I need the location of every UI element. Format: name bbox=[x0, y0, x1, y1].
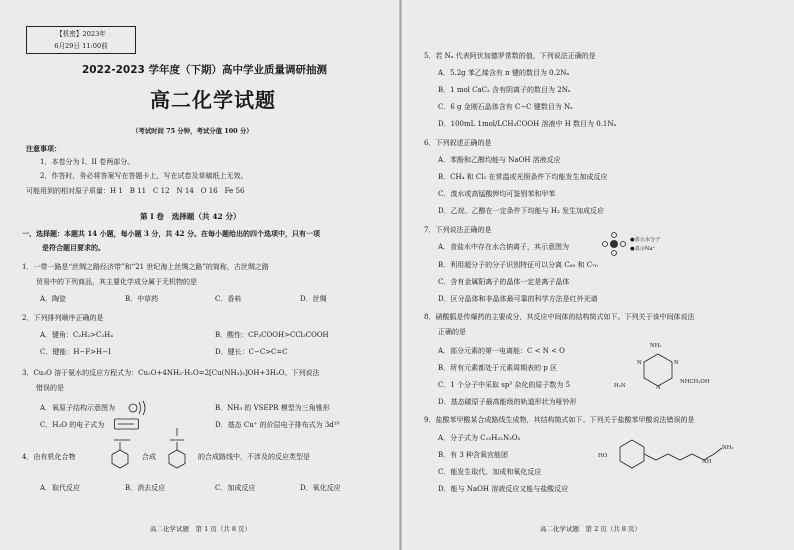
q7-option-c[interactable]: C．含有金属阳离子的晶体一定是离子晶体 bbox=[438, 278, 570, 286]
struct-label: H₂N bbox=[614, 383, 626, 389]
q6-option-a[interactable]: A．苯酚和乙醇均能与 NaOH 溶液反应 bbox=[438, 156, 561, 164]
question-1: 1．一带一路是“丝绸之路经济带”和“21 世纪海上丝绸之路”的简称，古丝绸之路 bbox=[22, 263, 269, 271]
exam-title: 2022-2023 学年度（下期）高中学业质量调研抽测 bbox=[82, 64, 327, 76]
notes-heading: 注意事项： bbox=[26, 144, 61, 153]
triazine-structure-icon bbox=[638, 352, 678, 386]
q5-option-c[interactable]: C．6 g 金刚石晶体含有 C−C 键数目为 Nₐ bbox=[438, 103, 573, 111]
struct-label: NHCH₂OH bbox=[680, 379, 710, 385]
water-electron-formula-icon bbox=[114, 418, 140, 430]
section-title: 第 I 卷 选择题（共 42 分） bbox=[140, 212, 241, 221]
q8-option-b[interactable]: B．所有元素都处于元素周期表的 p 区 bbox=[438, 364, 558, 372]
struct-label: NH bbox=[702, 459, 712, 465]
question-3-line-2: 错误的是 bbox=[36, 384, 64, 392]
question-4-mid: 合成 bbox=[142, 453, 156, 461]
q4-option-b[interactable]: B．消去反应 bbox=[125, 484, 166, 492]
struct-label: NH₂ bbox=[650, 343, 662, 349]
note-item: 1．本卷分为 I、II 卷两部分。 bbox=[40, 158, 135, 166]
q2-option-b[interactable]: B．酸性：CF₃COOH>CCl₃COOH bbox=[215, 331, 329, 339]
secret-line-1: 【机密】2023年 bbox=[56, 30, 106, 38]
section-instructions-2: 是符合题目要求的。 bbox=[42, 243, 105, 252]
page-footer-left: 高二化学试题 第 1 页（共 8 页） bbox=[150, 525, 252, 533]
question-4-end: 的合成路线中，不涉及的反应类型是 bbox=[198, 453, 310, 461]
question-6: 6．下列叙述正确的是 bbox=[424, 139, 492, 147]
time-score: （考试时间 75 分钟，考试分值 100 分） bbox=[132, 127, 253, 135]
q9-option-b[interactable]: B．有 3 种含氧官能团 bbox=[438, 451, 509, 459]
oxygen-atom-diagram-icon bbox=[128, 400, 148, 416]
section-instructions: 一、选择题：本题共 14 小题，每小题 3 分，共 42 分。在每小题给出的四个选项中，只有一项 bbox=[22, 229, 320, 238]
struct-label: HO bbox=[598, 453, 608, 459]
q9-option-d[interactable]: D．能与 NaOH 溶液反应又能与盐酸反应 bbox=[438, 485, 569, 493]
q4-option-d[interactable]: D．氧化反应 bbox=[300, 484, 341, 492]
q3-option-a[interactable]: A．氧原子结构示意图为 bbox=[40, 404, 116, 412]
q2-option-a[interactable]: A．键角：C₂H₂>C₂H₄ bbox=[40, 331, 114, 339]
q8-option-c[interactable]: C．1 个分子中采取 sp³ 杂化的原子数为 5 bbox=[438, 381, 571, 389]
struct-label: N bbox=[674, 360, 679, 366]
struct-label: N bbox=[656, 385, 661, 391]
question-7: 7．下列说法正确的是 bbox=[424, 226, 492, 234]
q1-option-b[interactable]: B．中草药 bbox=[125, 295, 159, 303]
benzene-structure-icon bbox=[104, 438, 136, 472]
q5-option-d[interactable]: D．100mL 1mol/LCH₃COOH 溶液中 H 数目为 0.1Nₐ bbox=[438, 120, 617, 128]
question-2: 2．下列排列顺序正确的是 bbox=[22, 314, 104, 322]
subject-title: 高二化学试题 bbox=[150, 88, 276, 112]
question-8-line-2: 正确的是 bbox=[438, 328, 466, 336]
q1-option-d[interactable]: D．丝绸 bbox=[300, 295, 327, 303]
question-1-line-2: 贸易中的下列商品，其主要化学成分属于无机物的是 bbox=[36, 278, 197, 286]
question-5: 5．若 Nₐ 代表阿伏加德罗常数的值，下列说法正确的是 bbox=[424, 52, 596, 60]
q2-option-d[interactable]: D．键长：C−C>C=C bbox=[215, 348, 288, 356]
benzene-structure-icon bbox=[160, 428, 194, 472]
legend-water: ●表示水分子 bbox=[630, 237, 661, 243]
legend-sodium: ●表示Na⁺ bbox=[630, 246, 656, 252]
secret-line-2: 6月29日 11:00前 bbox=[54, 42, 108, 50]
hydrated-ion-diagram-icon bbox=[602, 232, 626, 256]
question-8: 8．硝酸胍是传爆药的主要成分，其反应中间体的结构简式如下。下列关于该中间体说法 bbox=[424, 313, 695, 321]
q7-option-d[interactable]: D．区分晶体和非晶体最可靠的科学方法是红外光谱 bbox=[438, 295, 598, 303]
q5-option-b[interactable]: B．1 mol CaC₂ 含有阴离子的数目为 2Nₐ bbox=[438, 86, 571, 94]
q3-option-d[interactable]: D．基态 Cu⁺ 的价层电子排布式为 3d¹⁰ bbox=[215, 421, 340, 429]
q7-option-b[interactable]: B．利用超分子的分子识别特征可以分离 C₆₀ 和 C₇₀ bbox=[438, 261, 598, 269]
q6-option-c[interactable]: C．溴水或高锰酸钾均可鉴别苯和甲苯 bbox=[438, 190, 556, 198]
q3-option-c[interactable]: C．H₂O 的电子式为 bbox=[40, 421, 105, 429]
q8-option-a[interactable]: A．部分元素的第一电离能：C < N < O bbox=[438, 347, 565, 355]
q1-option-a[interactable]: A．陶瓷 bbox=[40, 295, 67, 303]
question-4: 4．由有机化合物 bbox=[22, 453, 76, 461]
question-9: 9．盐酸苯甲酸某合成路线生成物，其结构简式如下。下列关于盐酸苯甲酸说法错误的是 bbox=[424, 416, 695, 424]
struct-label: NH₂ bbox=[722, 445, 734, 451]
q9-option-c[interactable]: C．能发生取代、加成和氧化反应 bbox=[438, 468, 542, 476]
q1-option-c[interactable]: C．香料 bbox=[215, 295, 242, 303]
atomic-masses: 可能用到的相对原子质量：H 1 B 11 C 12 N 14 O 16 Fe 56 bbox=[26, 187, 245, 195]
q3-option-b[interactable]: B．NH₃ 的 VSEPR 模型为三角锥形 bbox=[215, 404, 330, 412]
page-2 bbox=[402, 0, 794, 550]
secret-stamp bbox=[26, 26, 136, 54]
q8-option-d[interactable]: D．基态碳原子最高能级的轨道形状为哑铃形 bbox=[438, 398, 577, 406]
phenol-amide-structure-icon bbox=[610, 436, 730, 476]
note-item: 2．作答时，务必将答案写在答题卡上，写在试卷及草稿纸上无效。 bbox=[40, 172, 248, 180]
q9-option-a[interactable]: A．分子式为 C₁₅H₂₂N₂O₂ bbox=[438, 434, 521, 442]
q4-option-c[interactable]: C．加成反应 bbox=[215, 484, 256, 492]
q6-option-d[interactable]: D．乙烷、乙醇在一定条件下均能与 H₂ 发生加成反应 bbox=[438, 207, 604, 215]
q5-option-a[interactable]: A．5.2g 苯乙烯含有 π 键的数目为 0.2Nₐ bbox=[438, 69, 570, 77]
q6-option-b[interactable]: B．CH₄ 和 Cl₂ 在常温或光照条件下均能发生加成反应 bbox=[438, 173, 608, 181]
question-3: 3．Cu₂O 溶于氨水的反应方程式为：Cu₂O+4NH₃·H₂O=2[Cu(NH₃)₂]OH+3H₂O。下列说法 bbox=[22, 369, 320, 377]
q2-option-c[interactable]: C．键能：H−F>H−I bbox=[40, 348, 111, 356]
q7-option-a[interactable]: A．食盐水中存在水合钠离子，其示意图为 bbox=[438, 243, 570, 251]
page-footer-right: 高二化学试题 第 2 页（共 8 页） bbox=[540, 525, 642, 533]
q4-option-a[interactable]: A．取代反应 bbox=[40, 484, 81, 492]
struct-label: N bbox=[637, 360, 642, 366]
